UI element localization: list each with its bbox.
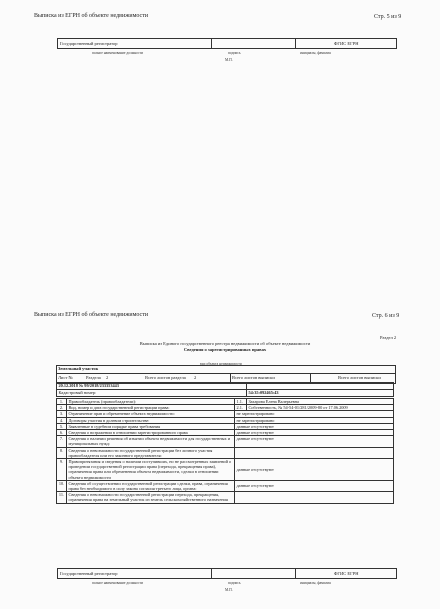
registrar-sub-position: полное наименование должности (92, 51, 144, 55)
date-number: 20.12.2018 № 99/2018/233353443 (57, 383, 247, 390)
row-label: Сведения о возражении в отношении зарегистрированного права (67, 430, 235, 436)
sheets-total: 2 (194, 374, 197, 380)
row-label: Сведения о невозможности государственной регистрации без личного участия правообладателя или его законного представителя: (67, 447, 235, 458)
extract-subtitle: Сведения о зарегистрированных правах (183, 347, 267, 352)
registrar-sub-name: инициалы, фамилия (300, 581, 331, 585)
row-label: Правопритязания и сведения о наличии поступивших, но не рассмотренных заявлений о проведении государственной регистрации права (перехода, прекращения права), ограничения права или обременения объекта недвижимости, сделки в отношении объекта недвижимости (67, 459, 235, 481)
page2-registrar-table (57, 568, 397, 579)
object-header-vline (230, 373, 231, 382)
row-label: Правообладатель (правообладатели): (67, 399, 235, 405)
row-num: 4. (57, 417, 67, 423)
registrar-org: ФГИС ЕГРН (296, 569, 397, 579)
row-value-num: 2.1. (235, 405, 247, 411)
registrar-sub-signature: подпись (228, 51, 241, 55)
registrar-mp: М.П. (225, 58, 233, 62)
page1-registrar-table (57, 38, 397, 49)
row-value: данные отсутствуют (235, 423, 394, 429)
row-label: Заявленные в судебном порядке права требования (67, 423, 235, 429)
date-number-right (247, 383, 394, 390)
row-value: Собственность, № 54-54-01/281/2009-80 от 17.06.2009 (247, 405, 394, 411)
cadastral-label: Кадастровый номер: (57, 390, 247, 397)
row-value: не зарегистрировано (235, 411, 394, 417)
row-label: Сведения об осуществлении государственной регистрации сделки, права, ограничения права без необходимого в силу закона согласия третьего лица, органа: (67, 480, 235, 491)
row-value: Захарова Елена Валерьевна (247, 399, 394, 405)
page1-header-right: Стр. 5 из 9 (374, 14, 402, 20)
registrar-signature-cell (211, 569, 296, 579)
rights-table (56, 382, 394, 504)
extract-title: Выписка из Единого государственного реестра недвижимости об объекте недвижимости (139, 341, 311, 346)
row-num: 6. (57, 430, 67, 436)
row-num: 11. (57, 492, 67, 503)
section-word: Раздела (86, 374, 101, 380)
registrar-label: Государственный регистратор (58, 569, 212, 579)
row-num: 1. (57, 399, 67, 405)
registrar-mp: М.П. (225, 588, 233, 592)
sheets-total-label: Всего листов раздела (145, 374, 186, 380)
row-num: 5. (57, 423, 67, 429)
registrar-signature-cell (211, 39, 296, 49)
registrar-sub-name: инициалы, фамилия (300, 51, 331, 55)
row-value: данные отсутствуют (235, 459, 394, 481)
table-row (57, 492, 394, 503)
registrar-label: Государственный регистратор (58, 39, 212, 49)
table-row (57, 436, 394, 447)
page2-header-left: Выписка из ЕГРН об объекте недвижимости (34, 312, 149, 318)
row-value: данные отсутствуют (235, 430, 394, 436)
row-label: Договоры участия в долевом строительстве: (67, 417, 235, 423)
page2-header-right: Стр. 6 из 9 (372, 313, 400, 319)
registrar-org: ФГИС ЕГРН (296, 39, 397, 49)
row-value: данные отсутствуют (235, 480, 394, 491)
row-label: Сведения о невозможности государственной регистрации перехода, прекращения, ограничения права на земельный участок из земель сельскохозяйственного назначения (67, 492, 235, 503)
object-header-vline2 (310, 373, 311, 382)
row-value-num: 1.1. (235, 399, 247, 405)
sheet-label: Лист № (58, 374, 73, 380)
row-num: 2. (57, 405, 67, 411)
section-label: Раздел 2 (380, 335, 397, 340)
registrar-sub-position: полное наименование должности (92, 581, 144, 585)
row-value (235, 447, 394, 458)
sheets-total-extract-label: Всего листов выписки (232, 374, 275, 380)
sheets-total-extract-label-2: Всего листов выписки (338, 374, 381, 380)
table-row (57, 480, 394, 491)
row-value: не зарегистрировано (235, 417, 394, 423)
row-value (235, 492, 394, 503)
object-type-caption: вид объекта недвижимости (200, 362, 242, 366)
row-num: 3. (57, 411, 67, 417)
row-label: Сведения о наличии решения об изъятии объекта недвижимости для государственных и муниципальных нужд: (67, 436, 235, 447)
row-num: 10. (57, 480, 67, 491)
cadastral-number: 54:35:092465:43 (247, 390, 394, 397)
row-value: данные отсутствуют (235, 436, 394, 447)
row-num: 9. (57, 459, 67, 481)
page1-header-left: Выписка из ЕГРН об объекте недвижимости (34, 13, 149, 19)
object-header-divider (56, 373, 395, 374)
object-type: Земельный участок (58, 366, 99, 371)
row-num: 8. (57, 447, 67, 458)
table-row (57, 447, 394, 458)
table-row (57, 459, 394, 481)
row-label: Ограничение прав и обременение объекта недвижимости: (67, 411, 235, 417)
row-label: Вид, номер и дата государственной регистрации права: (67, 405, 235, 411)
registrar-sub-signature: подпись (228, 581, 241, 585)
row-num: 7. (57, 436, 67, 447)
section-number: 2 (106, 374, 109, 380)
